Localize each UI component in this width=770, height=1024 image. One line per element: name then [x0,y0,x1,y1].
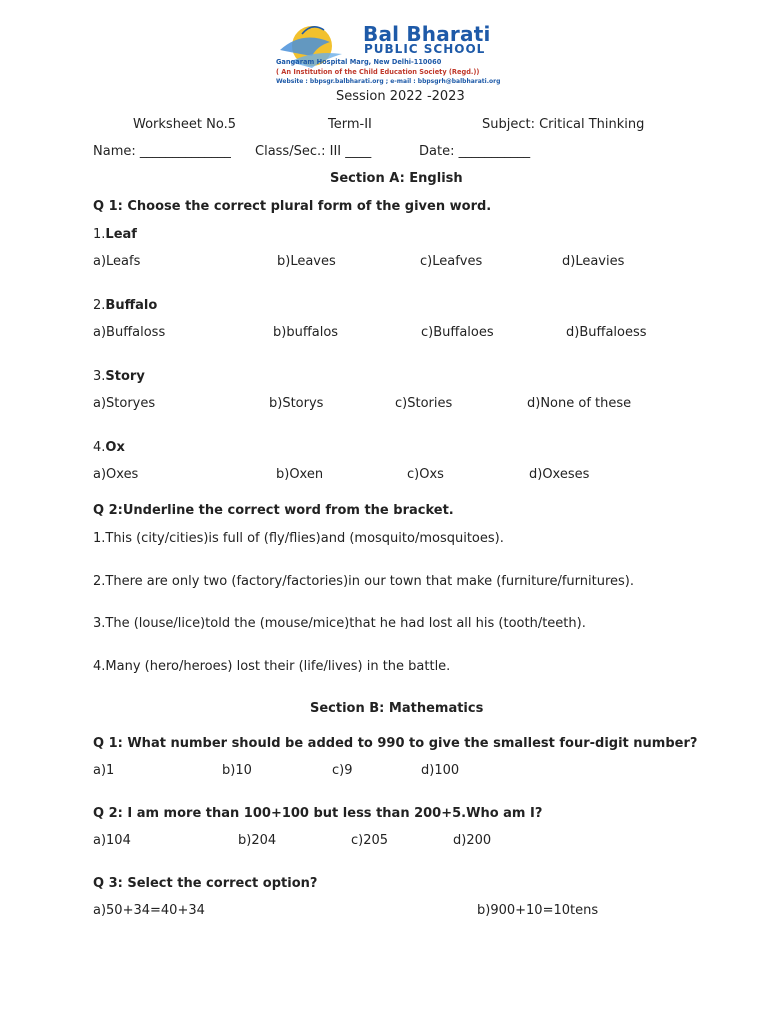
option-b: b)Storys [269,396,324,411]
option-a: a)Storyes [93,396,156,411]
q2-line-4: 4.Many (hero/heroes) lost their (life/lives) in the battle. [93,659,451,674]
item-number: 4. [93,440,106,455]
option-a: a)104 [93,833,131,848]
worksheet-number: Worksheet No.5 [133,117,237,132]
option-c: c)Buffaloes [421,325,494,340]
school-subtitle: PUBLIC SCHOOL [364,42,486,56]
item-number: 2. [93,298,106,313]
option-d: d)200 [453,833,492,848]
option-b: b)Oxen [276,467,324,482]
section-a-q1-title: Q 1: Choose the correct plural form of the given word. [93,199,492,214]
option-d: d)Leavies [562,254,625,269]
q2-line-3: 3.The (louse/lice)told the (mouse/mice)that he had lost all his (tooth/teeth). [93,616,586,631]
class-field: Class/Sec.: III ____ [255,144,372,159]
q1-item-3 [93,369,145,384]
school-institution: ( An Institution of the Child Education Society (Regd.)) [276,68,480,76]
item-word: Buffalo [105,298,158,313]
option-c: c)Oxs [407,467,444,482]
option-c: c)9 [332,763,353,778]
option-a: a)Leafs [93,254,141,269]
option-a: a)50+34=40+34 [93,903,205,918]
option-c: c)Leafves [420,254,483,269]
term-label: Term-II [328,117,372,132]
item-number: 3. [93,369,106,384]
school-address: Gangaram Hospital Marg, New Delhi-110060 [276,58,442,66]
option-b: b)buffalos [273,325,339,340]
option-c: c)Stories [395,396,453,411]
school-website: Website : bbpsgr.balbharati.org ; e-mail : bbpsgrh@balbharati.org [276,78,501,85]
section-b-q3-title: Q 3: Select the correct option? [93,876,318,891]
school-name: Bal Bharati [363,22,491,46]
option-b: b)Leaves [277,254,336,269]
option-d: d)100 [421,763,460,778]
item-word: Leaf [105,227,137,242]
q2-line-1: 1.This (city/cities)is full of (fly/flies)and (mosquito/mosquitoes). [93,531,504,546]
option-b: b)204 [238,833,277,848]
item-word: Ox [105,440,125,455]
option-d: d)Buffaloess [566,325,647,340]
option-d: d)Oxeses [529,467,590,482]
option-b: b)10 [222,763,252,778]
option-c: c)205 [351,833,389,848]
item-number: 1. [93,227,106,242]
section-a-title: Section A: English [330,171,463,186]
option-a: a)Oxes [93,467,139,482]
option-b: b)900+10=10tens [477,903,599,918]
q2-line-2: 2.There are only two (factory/factories)in our town that make (furniture/furnitures). [93,574,634,589]
item-word: Story [105,369,145,384]
session-label: Session 2022 -2023 [336,89,465,104]
q1-item-1 [93,227,137,242]
option-a: a)Buffaloss [93,325,166,340]
option-a: a)1 [93,763,115,778]
section-b-q2-title: Q 2: I am more than 100+100 but less than 200+5.Who am I? [93,806,543,821]
option-d: d)None of these [527,396,632,411]
date-field: Date: ___________ [419,144,531,159]
section-b-q1-title: Q 1: What number should be added to 990 to give the smallest four-digit number? [93,736,698,751]
q1-item-4 [93,440,125,455]
name-field: Name: ______________ [93,144,231,159]
section-b-title: Section B: Mathematics [310,701,484,716]
q1-item-2 [93,298,157,313]
section-a-q2-title: Q 2:Underline the correct word from the bracket. [93,503,454,518]
subject-label: Subject: Critical Thinking [482,117,645,132]
